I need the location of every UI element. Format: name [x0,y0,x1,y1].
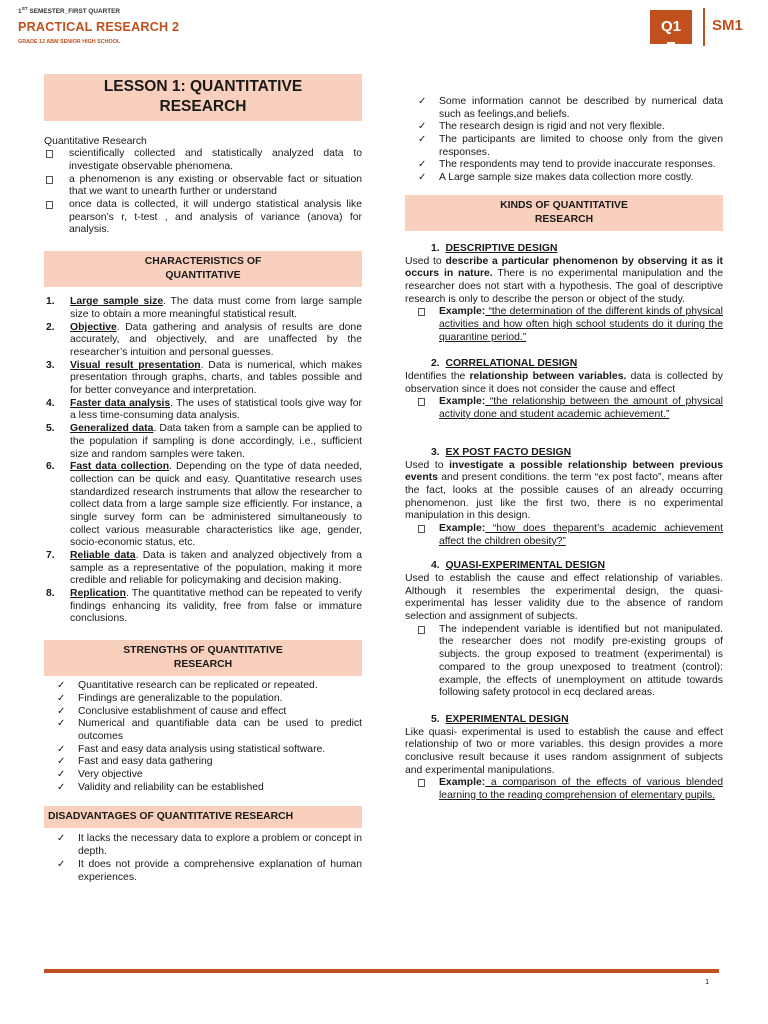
list-item: ✓ Quantitative research can be replicated or repeated. [57,680,318,692]
lesson-title: LESSON 1: QUANTITATIVE RESEARCH [44,74,362,121]
list-item: ✓ It does not provide a comprehensive explanation of human experiences. [57,858,362,883]
page-header [0,0,768,56]
kinds-heading: KINDS OF QUANTITATIVE RESEARCH [405,195,723,231]
intro-section [44,136,362,238]
checkbox-icon [46,150,53,158]
quasi-experimental-text: Used to establish the cause and effect relationship of variables. Although it resembles the experimental design, the quasi-experimental has lesser validity due to the absence of random selection and assignment of subjects. [405,573,723,623]
checkmark-icon: ✓ [418,96,427,107]
checkmark-icon: ✓ [57,858,66,870]
list-item: ✓ The research design is rigid and not very flexible. [418,121,665,133]
checkmark-icon: ✓ [57,756,66,768]
correlational-design-section [405,358,723,421]
ex-post-facto-text: Used to investigate a possible relationship between previous events and present conditions. the term “ex post facto”, means after the fact, looks at the possible causes of an already occurring phenomenon. just like the first two, there is no experimental manipulation in this design. [405,459,723,522]
checkmark-icon: ✓ [57,680,66,692]
list-item: 4. Faster data analysis. The uses of statistical tools give way for a less time-consuming data analysis. [46,397,362,422]
ex-post-facto-example: Example: “how does theparent’s academic achievement affect the children obesity?” [405,523,723,548]
list-item: ✓ Very objective [57,769,143,781]
checkbox-icon [46,201,53,209]
intro-list [44,148,362,237]
quarter-badge: Q1 [650,10,692,44]
experimental-design-text: Like quasi- experimental is used to establish the cause and effect relationship of two or more variables. this design provides a more conclusive result because it uses random assignment of subjects and experimental manipulations. [405,726,723,776]
quasi-experimental-section [405,560,723,700]
list-item: ✓ A Large sample size makes data collection more costly. [418,172,694,184]
ex-post-facto-title: 3. EX POST FACTO DESIGN [431,446,572,458]
disadvantages-list-right [405,96,723,185]
subject-title: PRACTICAL RESEARCH 2 [18,20,180,34]
checkmark-icon: ✓ [57,769,66,781]
list-item: ✓ The participants are limited to choose only from the given responses. [418,134,723,158]
strengths-heading: STRENGTHS OF QUANTITATIVE RESEARCH [44,640,362,676]
checkmark-icon: ✓ [418,172,427,184]
list-item: ✓ Validity and reliability can be established [57,781,264,793]
checkmark-icon: ✓ [57,692,66,704]
list-item: ✓ The respondents may tend to provide inaccurate responses. [418,159,716,171]
module-badge: SM1 [712,17,743,34]
checkmark-icon: ✓ [57,833,66,845]
experimental-design-title: 5. EXPERIMENTAL DESIGN [431,713,569,725]
list-item: 2. Objective. Data gathering and analysis of results are done accurately, and objectively, and are unaffected by the researcher’s intuition and personal guesses. [46,321,362,358]
checkbox-icon [46,176,53,184]
quarter-badge-mark [667,42,675,44]
header-divider [703,8,705,46]
descriptive-design-text: Used to describe a particular phenomenon by observing it as it occurs in nature. There is no experimental manipulation and the researcher does not start with a hypothesis. The goal of descriptive research is only to describe the person or object of the study. [405,255,723,305]
list-item: 5. Generalized data. Data taken from a sample can be applied to the population if sampling is done accordingly, i.e., sufficient size and random samples were taken. [46,423,363,460]
characteristics-list [44,296,362,626]
quasi-experimental-title: 4. QUASI-EXPERIMENTAL DESIGN [431,560,605,572]
grade-label: GRADE 12 ABM SENIOR HIGH SCHOOL [18,39,121,45]
list-item: ✓ Numerical and quantifiable data can be used to predict outcomes [57,718,362,742]
checkbox-icon [418,398,425,406]
page-number: 1 [705,977,710,986]
correlational-example: Example: “the relationship between the amount of physical activity done and student academic achievement.” [405,396,723,421]
checkbox-icon [418,626,425,634]
checkmark-icon: ✓ [418,134,427,146]
descriptive-design-title: 1. DESCRIPTIVE DESIGN [431,242,558,254]
descriptive-design-section [405,243,723,345]
checkmark-icon: ✓ [57,705,66,717]
list-item: ✓ Fast and easy data analysis using statistical software. [57,743,326,755]
checkbox-icon [418,525,425,533]
list-item: 3. Visual result presentation. Data is numerical, which makes presentation through graphs, charts, and tables possible and for better conveyance and interpretation. [46,359,362,397]
list-item: 8. Replication. The quantitative method can be repeated to verify findings enhancing its validity, free from false or immature conclusions. [46,588,362,625]
experimental-example: Example: a comparison of the effects of various blended learning to the reading comprehension of elementary pupils. [405,777,723,802]
checkmark-icon: ✓ [57,743,66,755]
experimental-design-section [405,714,723,803]
disadvantages-list-left [44,833,362,884]
checkbox-icon [418,308,425,316]
list-item: 7. Reliable data. Data is taken and analyzed objectively from a sample as a representative of the population, making it more credible and reliable for policymaking and decision making. [46,550,363,587]
correlational-design-text: Identifies the relationship between variables. data is collected by observation since it does not consider the cause and effect [405,371,724,395]
left-column [44,74,362,884]
strengths-list [44,680,362,794]
checkmark-icon: ✓ [418,121,427,133]
list-item: ✓ Some information cannot be described by numerical data such as feelings,and beliefs. [418,96,723,120]
semester-label: 1ST SEMESTER_FIRST QUARTER [18,7,121,16]
list-item: ✓ Fast and easy data gathering [57,756,213,768]
list-item: scientifically collected and statistically analyzed data to investigate observable phenomena. [44,148,362,173]
intro-heading: Quantitative Research [44,135,147,147]
correlational-design-title: 2. CORRELATIONAL DESIGN [431,358,578,370]
list-item: ✓ It lacks the necessary data to explore a problem or concept in depth. [57,833,362,858]
checkmark-icon: ✓ [57,718,66,730]
list-item: 1. Large sample size. The data must come from large sample size to obtain a more meaningful statistical result. [46,296,362,320]
checkbox-icon [418,779,425,787]
list-item: ✓ Conclusive establishment of cause and effect [57,705,287,717]
right-column [405,96,723,803]
characteristics-heading: CHARACTERISTICS OF QUANTITATIVE [44,251,362,287]
descriptive-example: Example: “the determination of the different kinds of physical activities and how often high school students do it during the quarantine period.” [405,306,723,344]
list-item: once data is collected, it will undergo statistical analysis like pearson’s r, t-test , and analysis of variance (anova) for analysis. [44,199,362,237]
disadvantages-heading: DISADVANTAGES OF QUANTITATIVE RESEARCH [44,806,362,828]
list-item: 6. Fast data collection. Depending on the type of data needed, collection can be quick and easy. Quantitative research uses standardized research instruments that allow the researcher to collect data from a large sample size efficiently. For instance, a single survey form can be administered simultaneously to collect various measurable characteristics like age, gender, socio-economic status, etc. [46,461,362,549]
checkmark-icon: ✓ [418,159,427,171]
list-item: ✓ Findings are generalizable to the population. [57,692,283,704]
quasi-experimental-item: The independent variable is identified but not manipulated. the researcher does not modify pre-existing groups of subjects. the group exposed to treatment (experimental) is compared to the group unexposed to treatment (control): example, the effects of unemployment on attitude towards following safety protocol in ecq declared areas. [405,624,723,700]
list-item: a phenomenon is any existing or observable fact or situation that we want to unearth further or understand [44,174,362,199]
checkmark-icon: ✓ [57,781,66,793]
footer-rule [44,969,719,973]
ex-post-facto-section [405,447,723,549]
